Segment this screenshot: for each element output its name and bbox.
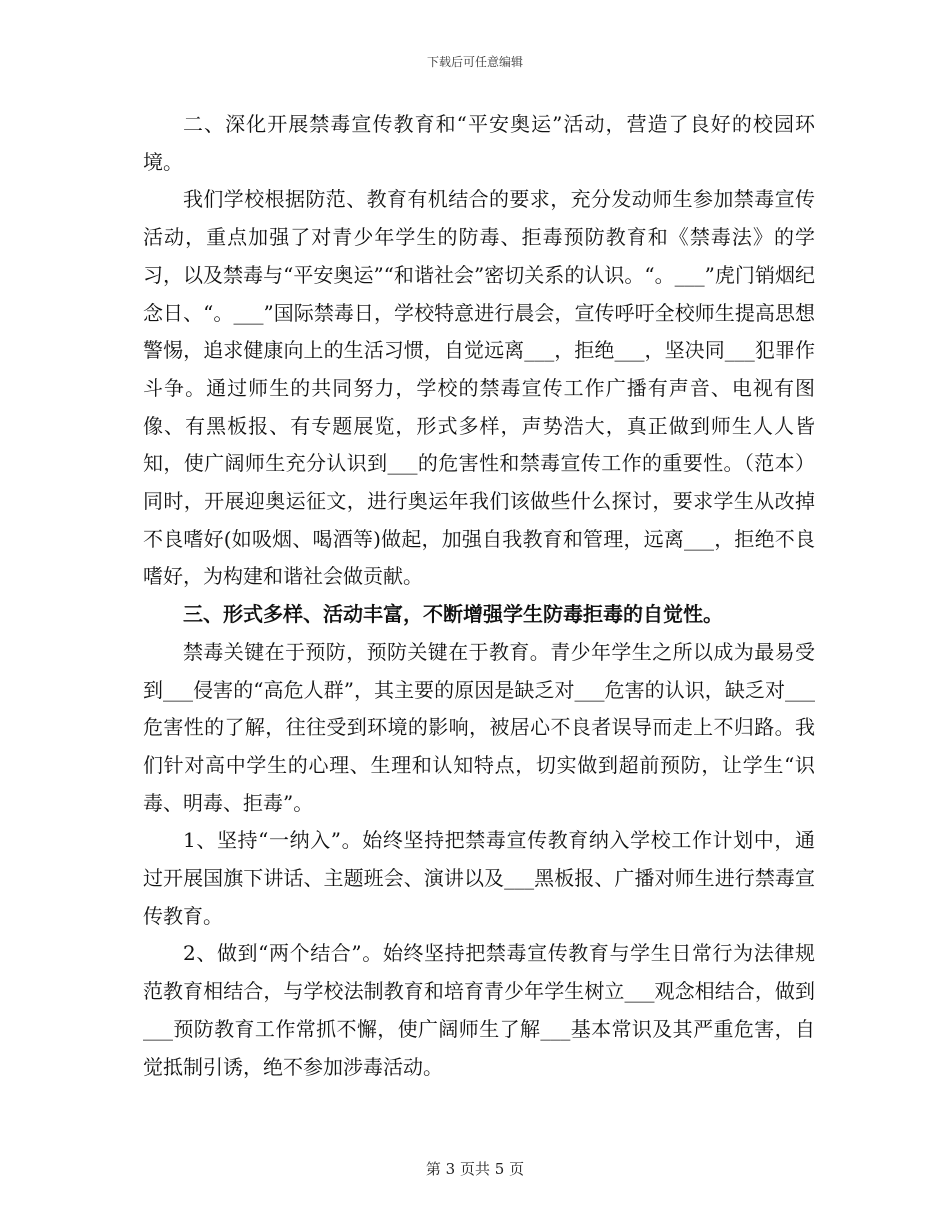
document-body: [143, 106, 815, 1086]
paragraph-item-one: 1、坚持“一纳入”。始终坚持把禁毒宣传教育纳入学校工作计划中，通过开展国旗下讲话、主题班会、演讲以及___黑板报、广播对师生进行禁毒宣传教育。: [143, 828, 815, 928]
page-header: 下载后可任意编辑: [426, 55, 523, 69]
paragraph-item-two: 2、做到“两个结合”。始终坚持把禁毒宣传教育与学生日常行为法律规范教育相结合，与学校法制教育和培育青少年学生树立___观念相结合，做到___预防教育工作常抓不懈，使广阔师生了解___基本常识及其严重危害，自觉抵制引诱，绝不参加涉毒活动。: [143, 941, 815, 1079]
section-three-heading: 三、形式多样、活动丰富，不断增强学生防毒拒毒的自觉性。: [183, 602, 723, 627]
paragraph-school-activities: 我们学校根据防范、教育有机结合的要求，充分发动师生参加禁毒宣传活动，重点加强了对青少年学生的防毒、拒毒预防教育和《禁毒法》的学习，以及禁毒与“平安奥运”“和谐社会”密切关系的认识。“。___”虎门销烟纪念日、“。___”国际禁毒日，学校特意进行晨会，宣传呼吁全校师生提高思想警惕，追求健康向上的生活习惯，自觉远离___，拒绝___，坚决同___犯罪作斗争。通过师生的共同努力，学校的禁毒宣传工作广播有声音、电视有图像、有黑板报、有专题展览，形式多样，声势浩大，真正做到师生人人皆知，使广阔师生充分认识到___的危害性和禁毒宣传工作的重要性。（范本）同时，开展迎奥运征文，进行奥运年我们该做些什么探讨，要求学生从改掉不良嗜好(如吸烟、喝酒等)做起，加强自我教育和管理，远离___，拒绝不良嗜好，为构建和谐社会做贡献。: [143, 187, 815, 589]
paragraph-prevention: 禁毒关键在于预防，预防关键在于教育。青少年学生之所以成为最易受到___侵害的“高危人群”，其主要的原因是缺乏对___危害的认识，缺乏对___危害性的了解，往往受到环境的影响，被居心不良者误导而走上不归路。我们针对高中学生的心理、生理和认知特点，切实做到超前预防，让学生“识毒、明毒、拒毒”。: [143, 639, 815, 815]
paragraph-section-two-title: 二、深化开展禁毒宣传教育和“平安奥运”活动，营造了良好的校园环境。: [143, 112, 815, 174]
page-footer: 第 3 页共 5 页: [425, 1160, 525, 1178]
